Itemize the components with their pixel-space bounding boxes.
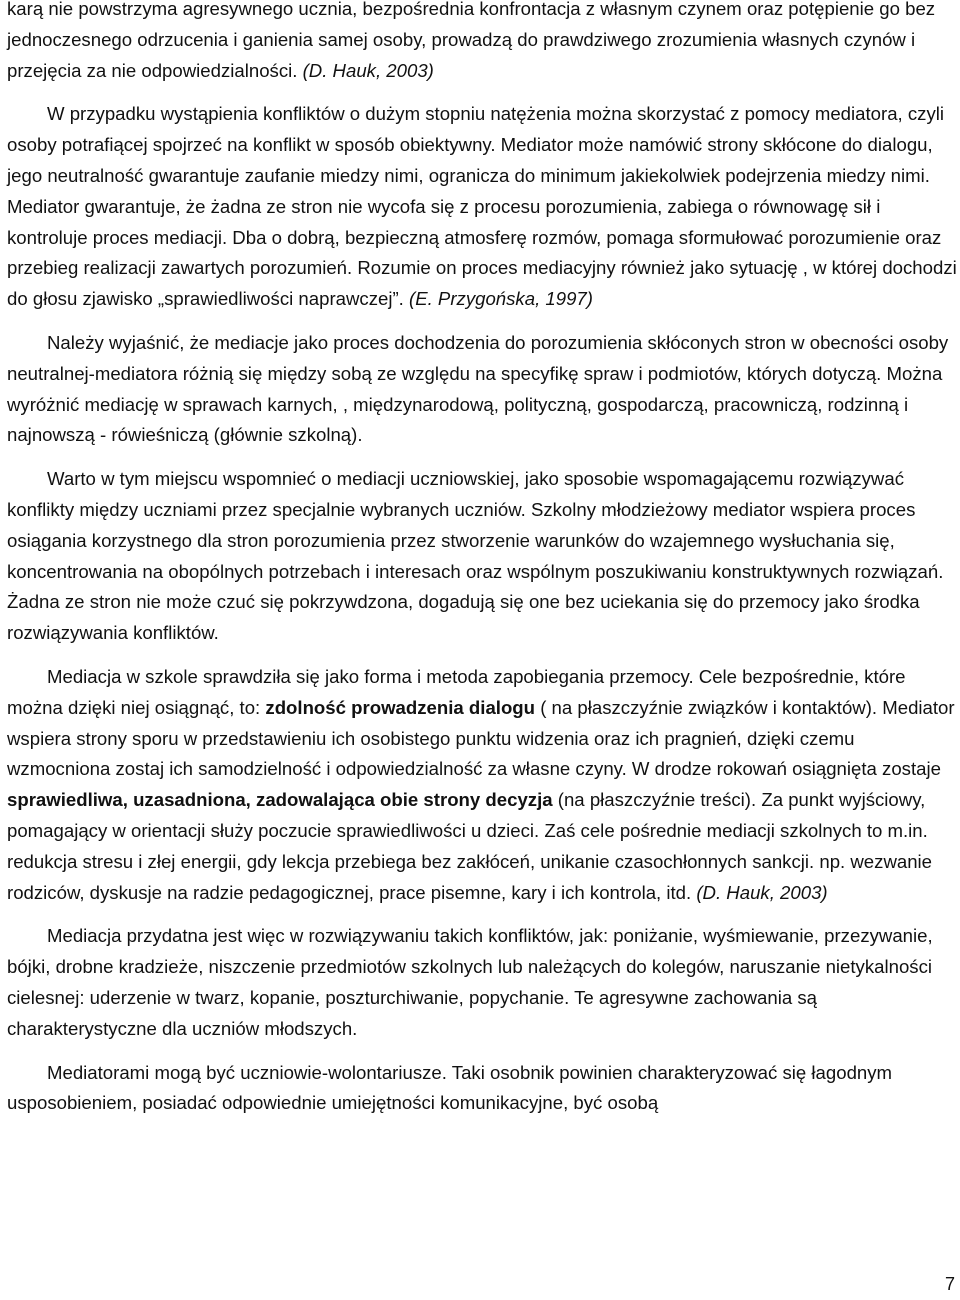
text-span: Mediatorami mogą być uczniowie-wolontariusze. Taki osobnik powinien charakteryzować się łagodnym usposobieniem, posiadać odpowiednie umiejętności komunikacyjne, być osobą bbox=[7, 1061, 893, 1114]
paragraph bbox=[7, 1058, 957, 1120]
paragraph bbox=[7, 328, 957, 451]
text-span: W przypadku wystąpienia konfliktów o dużym stopniu natężenia można skorzystać z pomocy mediatora, czyli osoby potrafiącej spojrzeć na konflikt w sposób obiektywny. Mediator może namówić strony skłócone do dialogu, jego neutralność gwarantuje zaufanie miedzy nimi, ogranicza do minimum jakiekolwiek podejrzenia miedzy nimi. Mediator gwarantuje, że żadna ze stron nie wycofa się z procesu porozumienia, zabiega o równowagę sił i kontroluje proces mediacji. Dba o dobrą, bezpieczną atmosferę rozmów, pomaga sformułować porozumienie oraz przebieg realizacji zawartych porozumień. Rozumie on proces mediacyjny również jako sytuację , w której dochodzi do głosu zjawisko „sprawiedliwości naprawczej”. bbox=[7, 103, 957, 310]
emphasis-text: zdolność prowadzenia dialogu bbox=[265, 696, 536, 718]
text-span: Warto w tym miejscu wspomnieć o mediacji uczniowskiej, jako sposobie wspomagającemu rozwiązywać konflikty między uczniami przez specjalnie wybranych uczniów. Szkolny młodzieżowy mediator wspiera proces osiągania korzystnego dla stron porozumienia przez stworzenie warunków do wzajemnego wysłuchania się, koncentrowania na obopólnych potrzebach i interesach oraz wspólnym poszukiwaniu konstruktywnych rozwiązań. Żadna ze stron nie może czuć się pokrzywdzona, dogadują się one bez uciekania się do przemocy jako środka rozwiązywania konfliktów. bbox=[7, 468, 944, 644]
paragraph bbox=[7, 99, 957, 315]
text-span: Mediacja w szkole sprawdziła się jako forma i metoda zapobiegania przemocy. Cele bezpośrednie, które można dzięki niej osiągnąć, to: bbox=[7, 665, 906, 718]
paragraph bbox=[7, 662, 957, 908]
text-span: (na płaszczyźnie treści). Za punkt wyjściowy, pomagający w orientacji służy poczucie sprawiedliwości u dzieci. Zaś cele pośrednie mediacji szkolnych to m.in. redukcja stresu i złej energii, gdy lekcja przebiega bez zakłóceń, unikanie czasochłonnych sankcji. np. wezwanie rodziców, dyskusje na radzie pedagogicznej, prace pisemne, kary i ich kontrola, itd. bbox=[7, 789, 933, 903]
text-span: Mediacja przydatna jest więc w rozwiązywaniu takich konfliktów, jak: poniżanie, wyśmiewanie, przezywanie, bójki, drobne kradzieże, niszczenie przedmiotów szkolnych lub należących do kolegów, naruszanie nietykalności cielesnej: uderzenie w twarz, kopanie, poszturchiwanie, popychanie. Te agresywne zachowania są charakterystyczne dla uczniów młodszych. bbox=[7, 925, 933, 1039]
text-span: ( na płaszczyźnie związków i kontaktów). Mediator wspiera strony sporu w przedstawieniu ich osobistego punktu widzenia oraz ich pragnień, dzięki czemu wzmocniona zostaj ich samodzielność i odpowiedzialność za własne czyny. W drodze rokowań osiągnięta zostaje bbox=[7, 696, 955, 780]
citation: (D. Hauk, 2003) bbox=[696, 881, 828, 903]
paragraph bbox=[7, 464, 957, 649]
document-body bbox=[7, 0, 957, 1132]
emphasis-text: sprawiedliwa, uzasadniona, zadowalająca obie strony decyzja bbox=[7, 789, 553, 811]
text-span: karą nie powstrzyma agresywnego ucznia, bezpośrednia konfrontacja z własnym czynem oraz potępienie go bez jednoczesnego odrzucenia i ganienia samej osoby, prowadzą do prawdziwego zrozumienia własnych czynów i przejęcia za nie odpowiedzialności. bbox=[7, 0, 936, 81]
paragraph bbox=[7, 0, 957, 86]
citation: (D. Hauk, 2003) bbox=[302, 59, 434, 81]
page-number: 7 bbox=[944, 1274, 955, 1294]
text-span: Należy wyjaśnić, że mediacje jako proces dochodzenia do porozumienia skłóconych stron w obecności osoby neutralnej-mediatora różnią się między sobą ze względu na specyfikę spraw i podmiotów, których dotyczą. Można wyróżnić mediację w sprawach karnych, , międzynarodową, polityczną, gospodarczą, pracowniczą, rodzinną i najnowszą - rówieśniczą (głównie szkolną). bbox=[7, 331, 949, 446]
citation: (E. Przygońska, 1997) bbox=[409, 288, 593, 310]
paragraph bbox=[7, 921, 957, 1044]
